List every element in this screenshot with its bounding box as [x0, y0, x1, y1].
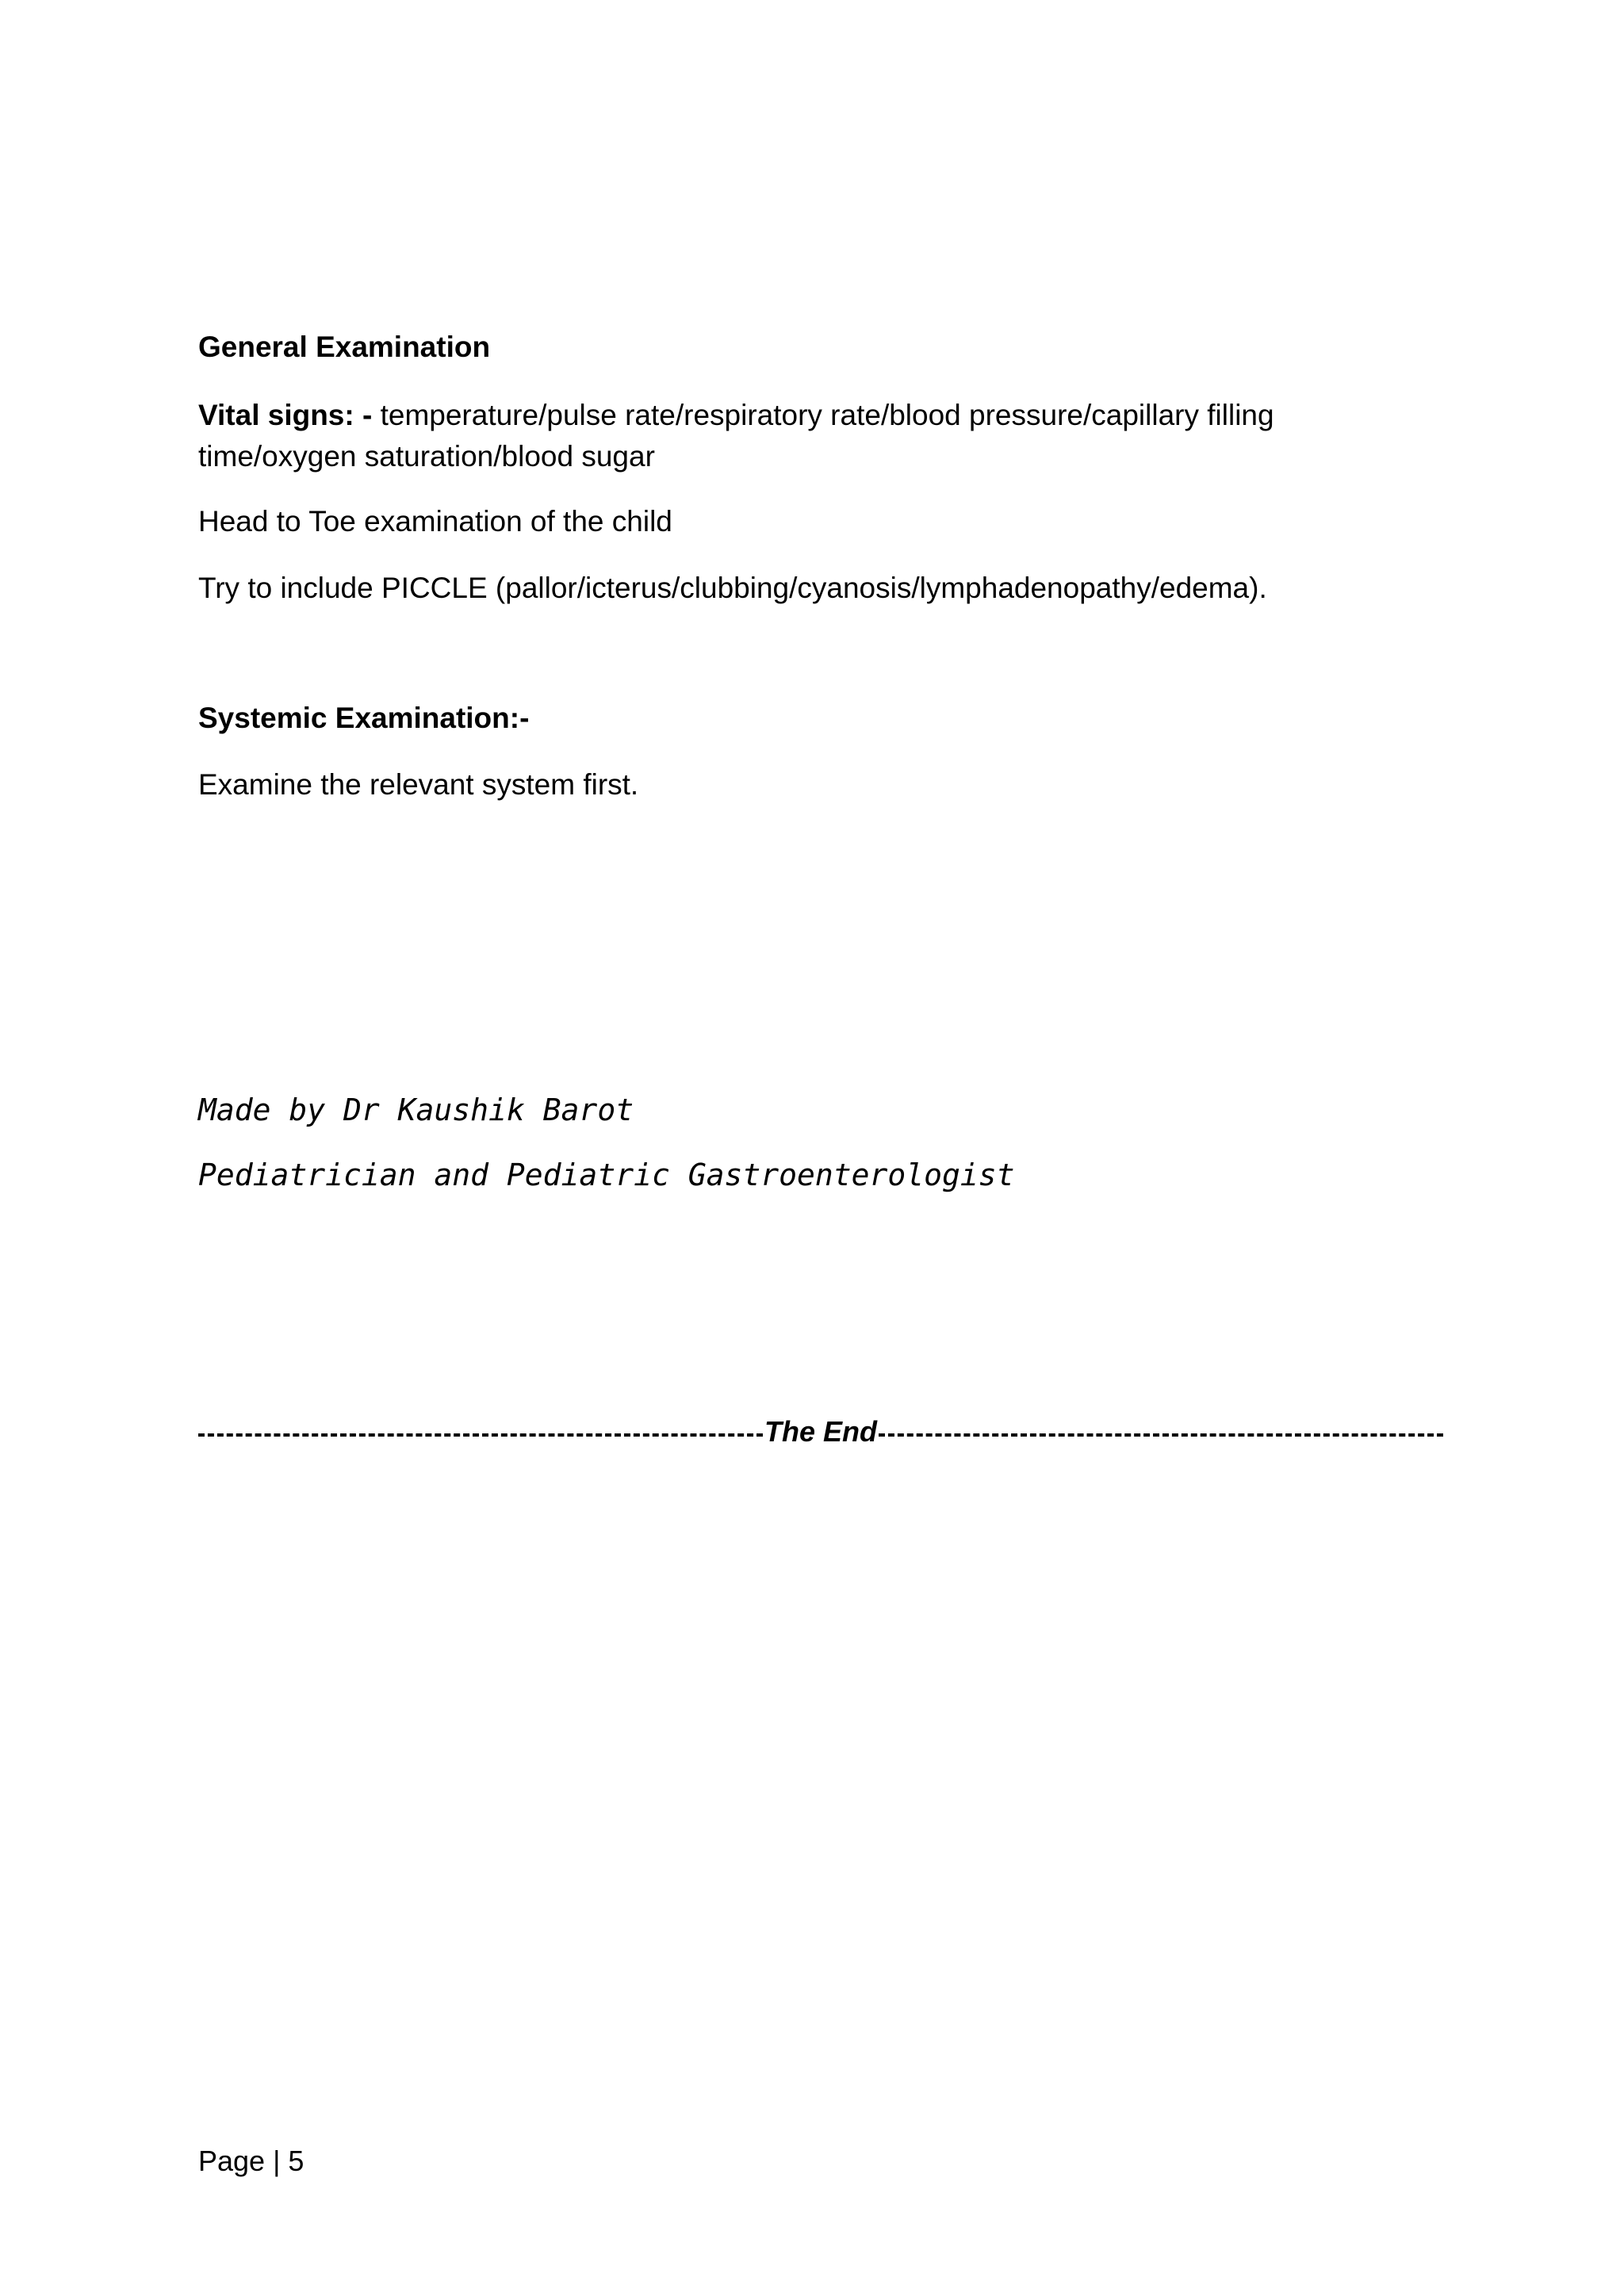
- systemic-examination-heading: Systemic Examination:-: [198, 702, 530, 734]
- head-to-toe-line: Head to Toe examination of the child: [198, 505, 672, 538]
- author-title: Pediatrician and Pediatric Gastroenterologist: [198, 1158, 1015, 1192]
- general-examination-heading: General Examination: [198, 331, 491, 363]
- vital-signs-text: temperature/pulse rate/respiratory rate/blood pressure/capillary filling time/oxygen saturation/blood sugar: [198, 399, 1274, 473]
- the-end-divider: [198, 1411, 1443, 1452]
- piccle-line: Try to include PICCLE (pallor/icterus/clubbing/cyanosis/lymphadenopathy/edema).: [198, 572, 1267, 604]
- vital-signs-label: Vital signs: -: [198, 399, 373, 431]
- vital-signs-paragraph: [198, 395, 1348, 477]
- page-number: Page | 5: [198, 2145, 304, 2177]
- right-dash-line: [879, 1433, 1443, 1437]
- author-name: Made by Dr Kaushik Barot: [198, 1093, 634, 1127]
- left-dash-line: [198, 1433, 763, 1437]
- the-end-label: The End: [764, 1415, 877, 1448]
- systemic-examination-text: Examine the relevant system first.: [198, 768, 639, 801]
